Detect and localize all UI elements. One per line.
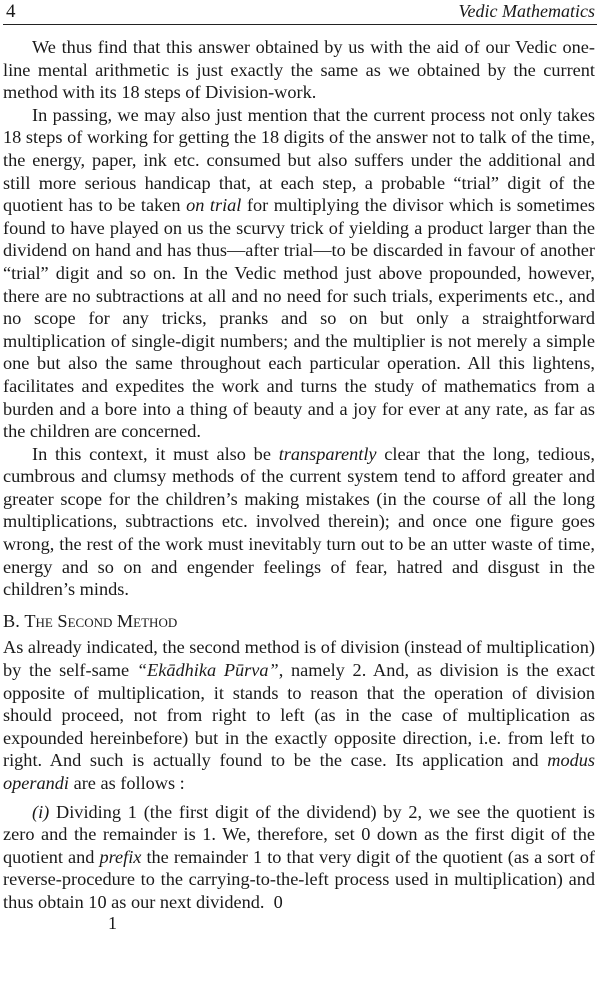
section-heading <box>3 610 595 633</box>
text-run: In passing, we may also just mention that the current process not only takes 18 steps of working for getting the 18 digits of the answer not to talk of the time, the energy, paper, ink etc. consumed but also suffers under the additional and still more serious handicap that, at each step, a probable “trial” digit of the quotient has to be taken <box>3 104 595 216</box>
paragraph-current-process <box>3 104 595 443</box>
emphasis-prefix: prefix <box>99 846 142 867</box>
prefix-remainder: 1 <box>108 912 117 933</box>
text-run: In this context, it must also be <box>32 443 279 464</box>
paragraph-answer-comparison: We thus find that this answer obtained by us with the aid of our Vedic one-line mental arithmetic is just exactly the same as we obtained by the current method with its 18 steps of Division-work. <box>3 37 595 103</box>
text-run: As already indicated, the second method is of division (instead of multiplication) by the self-same <box>3 637 595 681</box>
step-marker: (i) <box>32 801 50 822</box>
paragraph-second-method <box>3 636 595 794</box>
page-header <box>3 0 597 25</box>
emphasis-ekadhika-purva: “Ekādhika Pūrva” <box>136 660 279 681</box>
quotient-working <box>3 914 595 938</box>
section-label: B. <box>3 610 20 631</box>
text-run: clear that the long, tedious, cumbrous and clumsy methods of the current system tend to afford greater and greater scope for the children’s making mistakes (in the course of all the long multiplications, subtractions etc. involved therein); and once one figure goes wrong, the rest of the work must inevitably turn out to be an utter waste of time, energy and so on and engender feelings of fear, hatred and disgust in the children’s minds. <box>3 443 595 600</box>
emphasis-transparently: transparently <box>278 443 377 464</box>
text-run: for multiplying the divisor which is sometimes found to have played on us the scurvy trick of yielding a product larger than the dividend on hand and has thus—after trial—to be discarded in favour of another “trial” digit and so on. In the Vedic method just above propounded, however, there are no subtractions at all and no need for such trials, experiments etc., and no scope for any tricks, pranks and so on but only a straightforward multiplication of single-digit numbers; and the multiplier is not merely a simple one but also the same throughout each particular operation. All this lightens, facilitates and expedites the work and turns the study of mathematics from a burden and a bore into a thing of beauty and a joy for ever at any rate, as far as the children are concerned. <box>3 195 595 442</box>
text-run: the remainder 1 to that very digit of the quotient (as a sort of reverse-procedure to the carrying-to-the-left process used in multiplication) and thus obtain 10 as our next dividend. <box>3 846 596 912</box>
emphasis-on-trial: on trial <box>186 195 242 216</box>
section-title: The Second Method <box>24 610 178 631</box>
quotient-digit: 0 <box>273 891 283 912</box>
emphasis-modus-operandi: modus operandi <box>3 750 595 793</box>
text-run: Dividing 1 (the first digit of the dividend) by 2, we see the quotient is zero and the remainder is 1. We, therefore, set 0 down as the first digit of the quotient and <box>3 801 595 867</box>
paragraph-context <box>3 443 595 601</box>
running-head: Vedic Mathematics <box>458 1 595 21</box>
paragraph-step-i <box>3 801 595 914</box>
body-text <box>3 36 595 938</box>
text-run: , namely 2. And, as division is the exact opposite of multiplication, it stands to reason that the operation of division should proceed, not from right to left (as in the case of multiplication as expounded hereinbefore) but in the exactly opposite direction, i.e. from left to right. And such is actually found to be the case. Its application and <box>3 660 595 771</box>
page-number: 4 <box>6 1 16 22</box>
text-run: are as follows : <box>69 773 185 793</box>
